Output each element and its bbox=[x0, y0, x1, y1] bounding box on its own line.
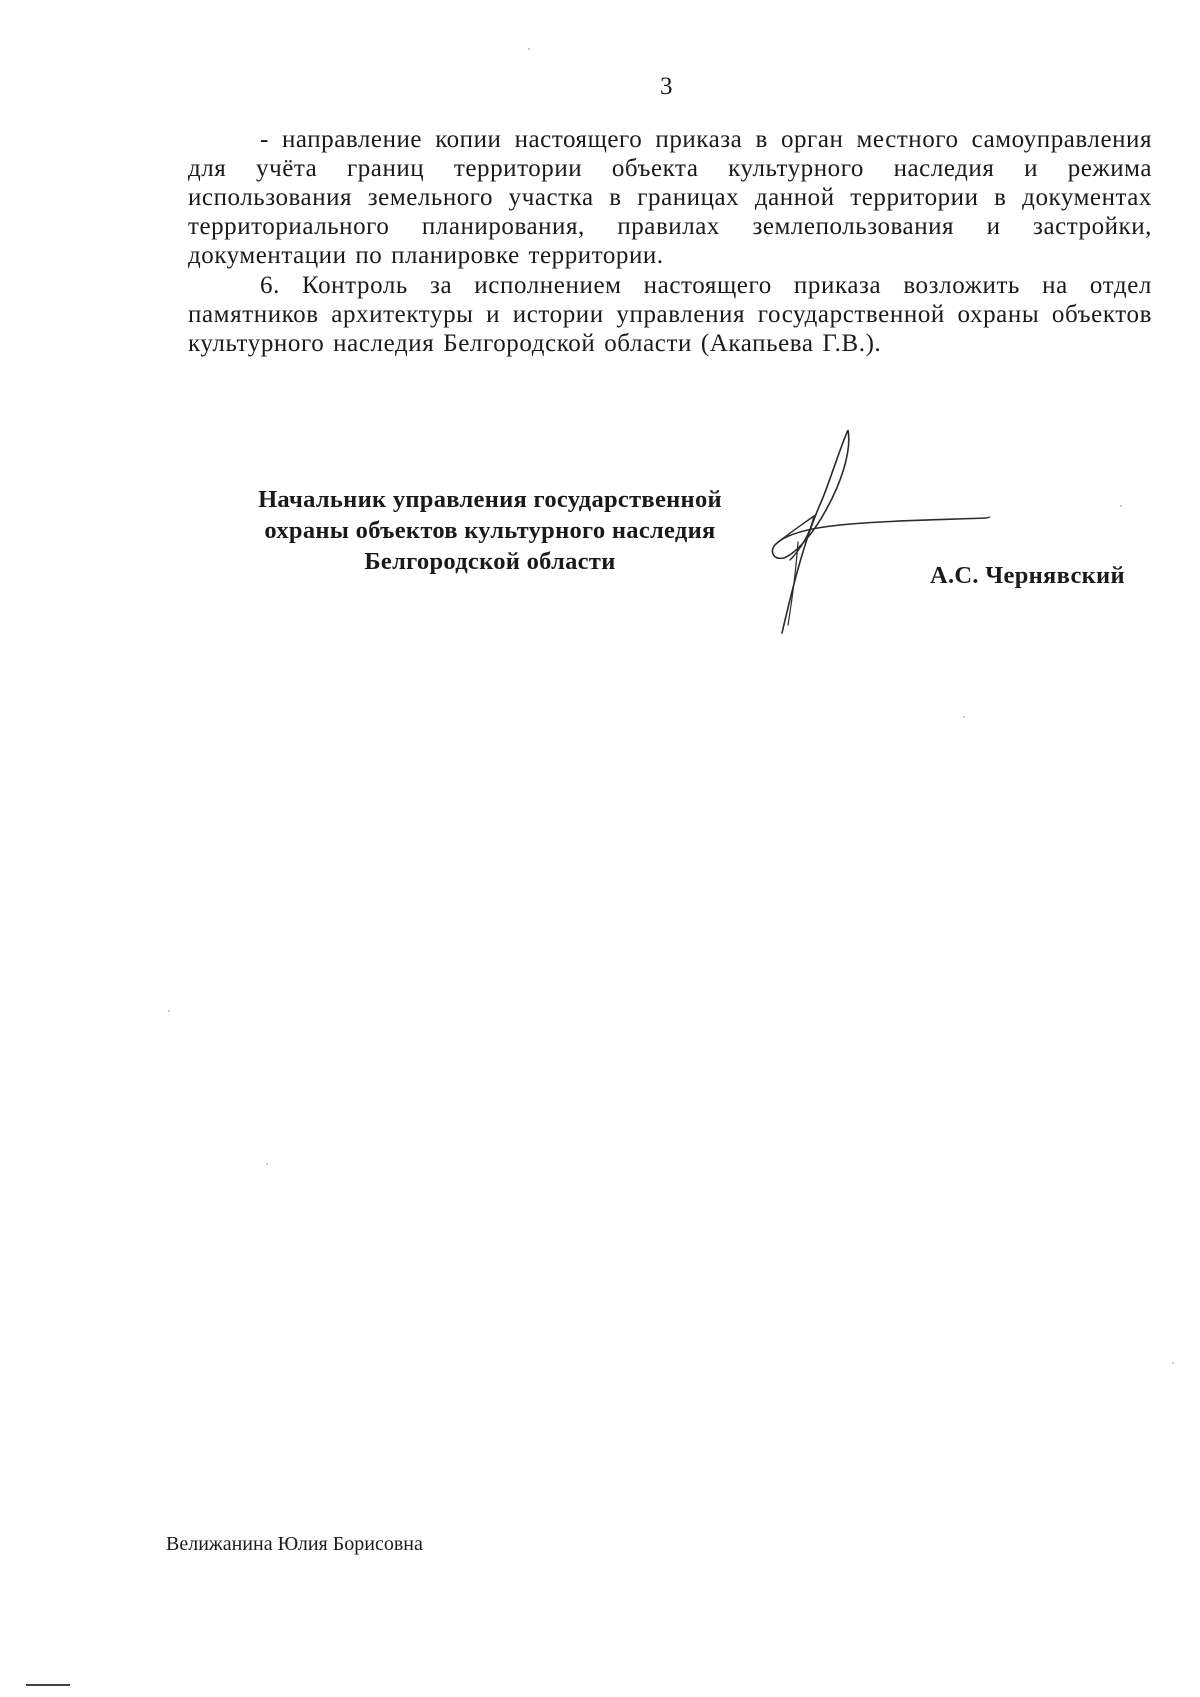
scan-speck bbox=[168, 1010, 170, 1012]
corner-mark bbox=[26, 1684, 70, 1686]
document-body bbox=[188, 125, 1152, 358]
signer-position-line: охраны объектов культурного наследия bbox=[264, 517, 716, 544]
signer-position-line: Начальник управления государственной bbox=[258, 486, 722, 513]
signer-position bbox=[210, 484, 770, 577]
paragraph-copy-direction: - направление копии настоящего приказа в орган местного самоуправления для учёта границ территории объекта культурного наследия и режима использования земельного участка в границах данной территории в документах территориального планирования, правилах землепользования и застройки, документации по планировке территории. bbox=[188, 126, 1152, 269]
scan-speck bbox=[266, 1163, 268, 1165]
scan-speck bbox=[1172, 1362, 1174, 1364]
signer-position-line: Белгородской области bbox=[364, 548, 616, 575]
page-number: 3 bbox=[660, 73, 673, 100]
paragraph-control: 6. Контроль за исполнением настоящего приказа возложить на отдел памятников архитектуры и истории управления государственной охраны объектов культурного наследия Белгородской области (Акапьева Г.В.). bbox=[188, 272, 1152, 357]
signer-name: А.С. Чернявский bbox=[930, 562, 1125, 589]
executor-name: Велижанина Юлия Борисовна bbox=[166, 1533, 423, 1555]
scan-speck bbox=[1120, 505, 1122, 507]
handwritten-signature bbox=[740, 430, 1000, 650]
scan-speck bbox=[963, 716, 965, 718]
scan-speck bbox=[528, 48, 530, 50]
